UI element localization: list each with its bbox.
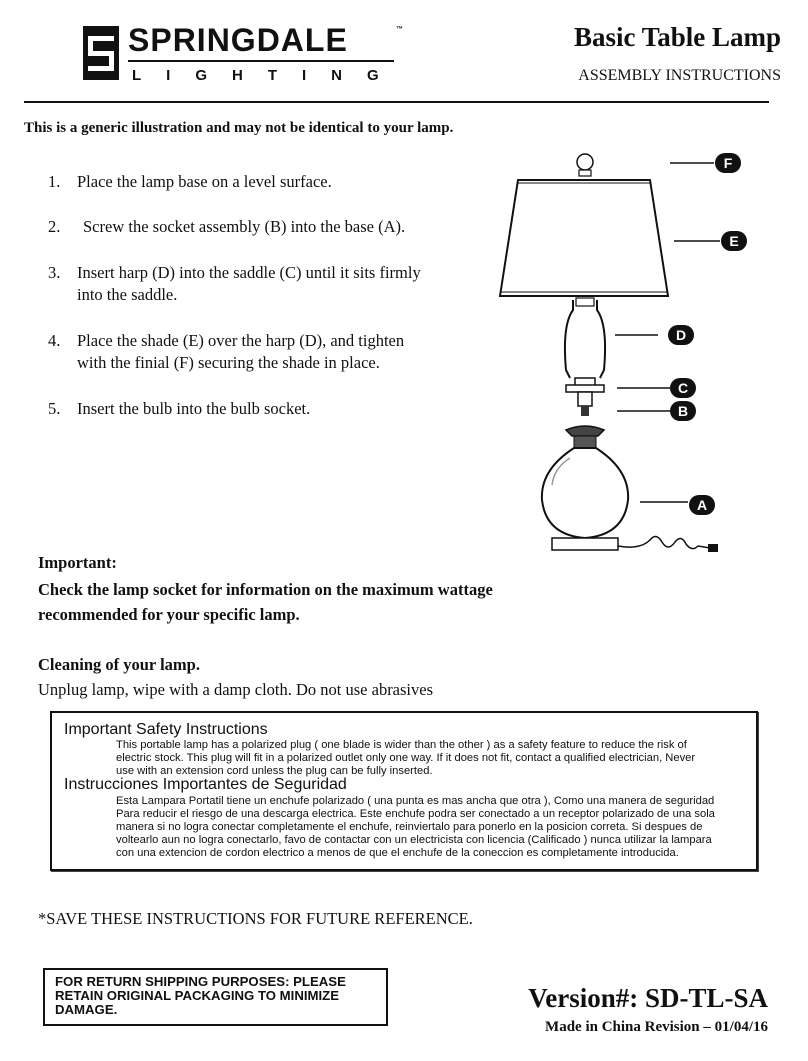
header-divider xyxy=(24,101,769,103)
cleaning-body: Unplug lamp, wipe with a damp cloth. Do not use abrasives xyxy=(38,680,434,699)
step-number: 2. xyxy=(48,217,61,236)
document-title: Basic Table Lamp xyxy=(573,22,781,52)
safety-line-es: voltearlo aun no logra conectarlo, favo de contactar con un electricista con licencia (Calificado ) nunca utilizar la lampara xyxy=(116,834,712,846)
cord-shape xyxy=(618,536,710,548)
step-text: Screw the socket assembly (B) into the base (A). xyxy=(83,217,406,236)
label-b: B xyxy=(677,403,689,419)
safety-line-es: Para reducir el riesgo de una descarga electrica. Este enchufe podra ser conectado a un receptor polarizado de una sola xyxy=(116,808,715,820)
harp-shape xyxy=(565,300,573,378)
disclaimer: This is a generic illustration and may not be identical to your lamp. xyxy=(24,120,454,136)
brand-name: SPRINGDALE xyxy=(128,22,348,58)
safety-line-es: manera si no logra conectar completamente el enchufe, reinviertalo para ponerlo en la posicion correta. Si despues de xyxy=(116,821,703,833)
socket-shape xyxy=(578,392,592,406)
step-text: Place the lamp base on a level surface. xyxy=(77,172,332,191)
safety-line-es: Esta Lampara Portatil tiene un enchufe polarizado ( una punta es mas ancha que otra ), Como una manera de seguridad xyxy=(116,795,715,807)
made-in-revision: Made in China Revision – 01/04/16 xyxy=(545,1019,768,1035)
base-shape xyxy=(542,448,628,538)
label-d: D xyxy=(675,327,687,343)
step-text: Place the shade (E) over the harp (D), and tighten with the finial (F) securing the shade in place. xyxy=(77,331,405,372)
cleaning-heading: Cleaning of your lamp. xyxy=(38,655,200,674)
version-number: Version#: SD-TL-SA xyxy=(528,983,768,1013)
trademark-symbol: ™ xyxy=(396,26,403,33)
safety-heading-en: Important Safety Instructions xyxy=(64,721,268,738)
logo-icon xyxy=(83,26,119,80)
lamp-diagram xyxy=(470,150,780,570)
label-a: A xyxy=(696,497,708,513)
document-subtitle: ASSEMBLY INSTRUCTIONS xyxy=(578,67,781,84)
step-number: 1. xyxy=(48,172,61,191)
step-text: Insert harp (D) into the saddle (C) until it sits firmly into the saddle. xyxy=(77,263,421,304)
shade-shape xyxy=(500,180,668,296)
label-f: F xyxy=(723,155,733,171)
step-number: 4. xyxy=(48,331,61,350)
step-number: 3. xyxy=(48,263,61,282)
brand-underline xyxy=(128,60,394,62)
step-text: Insert the bulb into the bulb socket. xyxy=(77,399,311,418)
step-number: 5. xyxy=(48,399,61,418)
brand-subtitle: LIGHTING xyxy=(132,67,404,84)
safety-line-en: This portable lamp has a polarized plug ( one blade is wider than the other ) as a safety feature to reduce the risk of xyxy=(116,739,687,751)
finial-shape xyxy=(577,154,593,170)
label-e: E xyxy=(729,233,739,249)
save-instructions-note: *SAVE THESE INSTRUCTIONS FOR FUTURE REFERENCE. xyxy=(38,909,473,928)
safety-line-es: con una extencion de cordon electrico a menos de que el enchufe de la coneccion es completamente introducida. xyxy=(116,847,679,859)
important-body: Check the lamp socket for information on the maximum wattage recommended for your specific lamp. xyxy=(38,580,493,624)
safety-heading-es: Instrucciones Importantes de Seguridad xyxy=(64,776,347,793)
safety-line-en: use with an extension cord unless the plug can be fully inserted. xyxy=(116,765,433,777)
important-heading: Important: xyxy=(38,553,117,572)
label-c: C xyxy=(677,380,689,396)
return-shipping-text: FOR RETURN SHIPPING PURPOSES: PLEASE RETAIN ORIGINAL PACKAGING TO MINIMIZE DAMAGE. xyxy=(55,974,346,1017)
safety-line-en: electric stock. This plug will fit in a polarized outlet only one way. If it does not fit, contact a qualified electrician, Never xyxy=(116,752,696,764)
